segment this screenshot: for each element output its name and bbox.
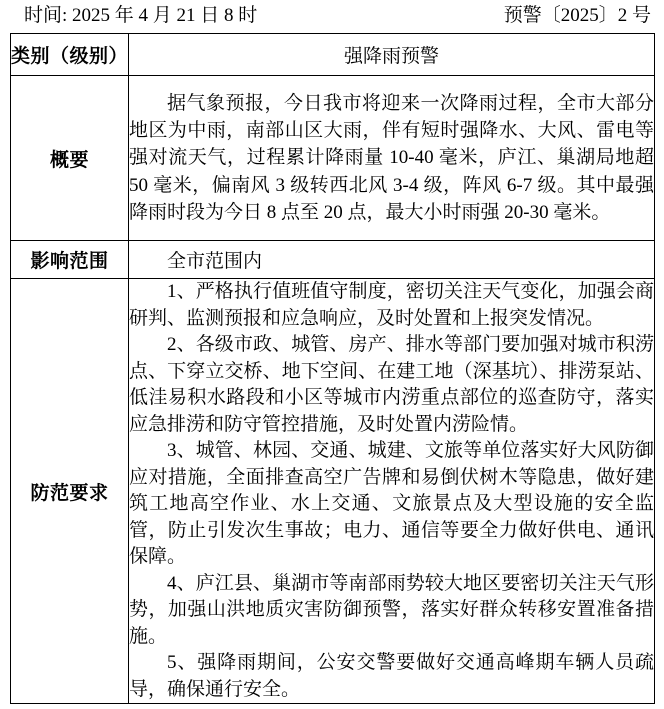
measures-label: 防范要求 — [11, 279, 129, 704]
measure-item-1: 1、严格执行值班值守制度，密切关注天气变化，加强会商研判、监测预报和应急响应，及时处置和上报突发情况。 — [129, 281, 654, 329]
measure-item-4: 4、庐江县、巢湖市等南部雨势较大地区要密切关注天气形势，加强山洪地质灾害防御预警，落实好群众转移安置准备措施。 — [129, 572, 654, 647]
document-header — [24, 3, 651, 29]
warning-table — [10, 33, 655, 704]
doc-number-label: 预警〔2025〕2 号 — [503, 5, 651, 26]
scope-label: 影响范围 — [11, 241, 129, 279]
table-row-category — [11, 34, 655, 76]
summary-value — [129, 76, 655, 241]
measure-item-3: 3、城管、林园、交通、城建、文旅等单位落实好大风防御应对措施，全面排查高空广告牌和易倒伏树木等隐患，做好建筑工地高空作业、水上交通、文旅景点及大型设施的安全监管，防止引发次生事故；电力、通信等要全力做好供电、通讯保障。 — [129, 440, 654, 567]
summary-label: 概要 — [11, 76, 129, 241]
scope-text: 全市范围内 — [167, 251, 263, 272]
measures-value — [129, 279, 655, 704]
measure-item-2: 2、各级市政、城管、房产、排水等部门要加强对城市积涝点、下穿立交桥、地下空间、在建工地（深基坑）、排涝泵站、低洼易积水路段和小区等城市内涝重点部位的巡查防守，落实应急排涝和防守管控措施，及时处置内涝险情。 — [129, 334, 654, 435]
issue-time-label: 时间: 2025 年 4 月 21 日 8 时 — [24, 5, 258, 26]
table-row-measures — [11, 279, 655, 704]
category-label: 类别（级别） — [11, 34, 129, 76]
table-row-summary — [11, 76, 655, 241]
measure-item-5: 5、强降雨期间，公安交警要做好交通高峰期车辆人员疏导，确保通行安全。 — [129, 652, 654, 700]
table-row-scope — [11, 241, 655, 279]
category-value: 强降雨预警 — [129, 34, 655, 76]
summary-paragraph: 据气象预报，今日我市将迎来一次降雨过程，全市大部分地区为中雨，南部山区大雨，伴有短时强降水、大风、雷电等强对流天气，过程累计降雨量 10-40 毫米，庐江、巢湖局地超 50 毫米，偏南风 3 级转西北风 3-4 级，阵风 6-7 级。其中最强降雨时段为今日 8 点至 20 点，最大小时雨强 20-30 毫米。 — [129, 92, 654, 223]
scope-value — [129, 241, 655, 279]
